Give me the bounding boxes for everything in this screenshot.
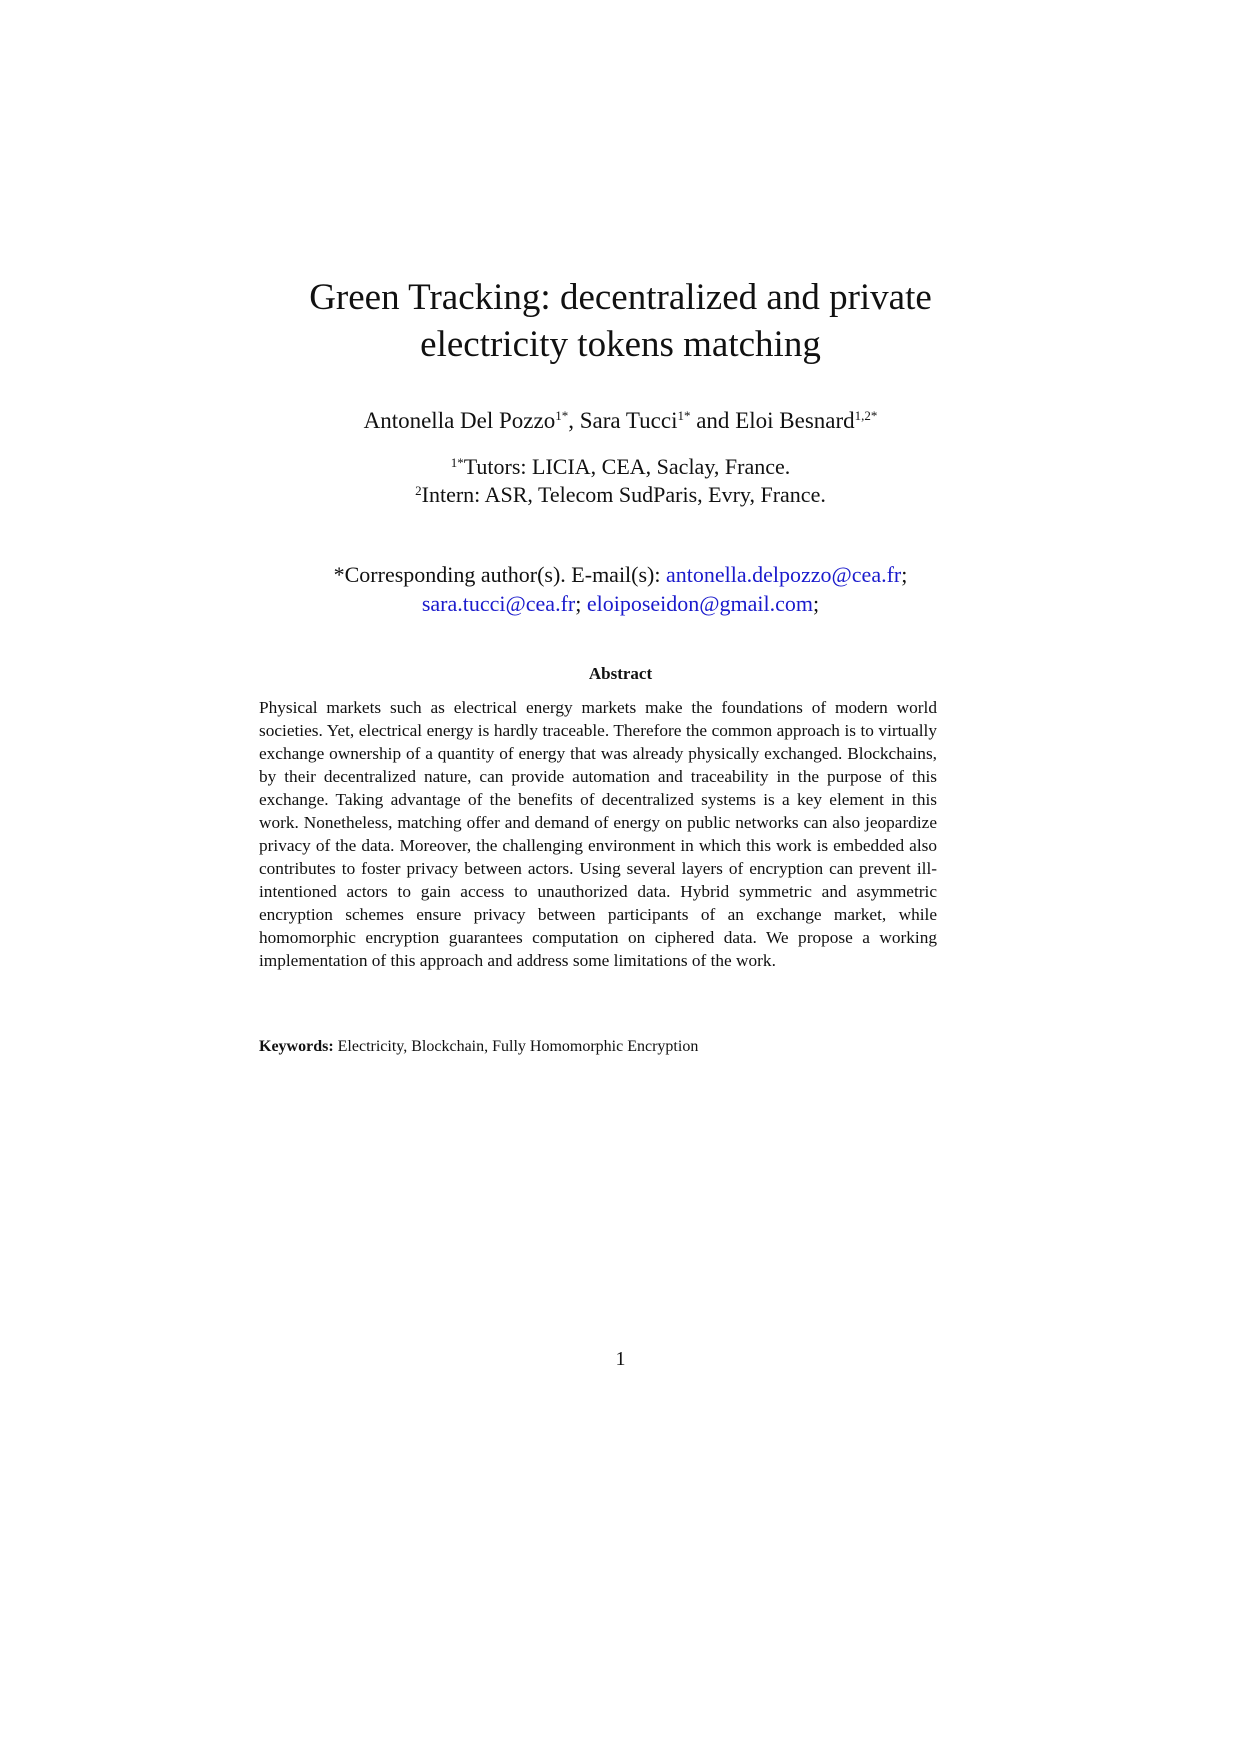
email-link-tucci[interactable]: sara.tucci@cea.fr <box>421 591 576 616</box>
author-superscript: 1* <box>677 408 691 423</box>
author-name: Eloi Besnard <box>735 408 855 433</box>
affiliation-text: Tutors: LICIA, CEA, Saclay, France. <box>463 454 791 479</box>
corresponding-prefix: *Corresponding author(s). E-mail(s): <box>333 562 666 587</box>
author-list <box>200 406 1041 436</box>
title-line-2: electricity tokens matching <box>420 324 821 365</box>
paper-title <box>200 274 1041 368</box>
keywords-list: Electricity, Blockchain, Fully Homomorphic Encryption <box>337 1038 699 1055</box>
email-link-besnard[interactable]: eloiposeidon@gmail.com <box>586 591 814 616</box>
title-line-1: Green Tracking: decentralized and private <box>309 277 932 318</box>
affiliations <box>200 453 1041 509</box>
author-separator: and <box>690 408 736 433</box>
affiliation-line <box>200 481 1041 509</box>
corresponding-line-2 <box>200 589 1041 618</box>
author-separator: , <box>568 408 580 433</box>
page-number: 1 <box>615 1348 626 1370</box>
affiliation-superscript: 2 <box>415 483 422 498</box>
author-name: Antonella Del Pozzo <box>363 408 556 433</box>
author-superscript: 1* <box>555 408 569 423</box>
affiliation-text: Intern: ASR, Telecom SudParis, Evry, France. <box>421 482 826 507</box>
author-name: Sara Tucci <box>579 408 678 433</box>
email-separator: ; <box>901 562 908 587</box>
corresponding-authors <box>200 560 1041 618</box>
abstract-text: Physical markets such as electrical energy markets make the foundations of modern world societies. Yet, electrical energy is hardly traceable. Therefore the common approach is to virtually exchange ownership of a quantity of energy that was already physically exchanged. Blockchains, by their decentralized nature, can provide automation and traceability in the purpose of this exchange. Taking advantage of the benefits of decentralized systems is a key element in this work. Nonetheless, matching offer and demand of energy on public networks can also jeopardize privacy of the data. Moreover, the challenging environment in which this work is embedded also contributes to foster privacy between actors. Using several layers of encryption can prevent ill-intentioned actors to gain access to unauthorized data. Hybrid symmetric and asymmetric encryption schemes ensure privacy between participants of an exchange market, while homomorphic encryption guarantees computation on ciphered data. We propose a working implementation of this approach and address some limitations of the work. <box>259 698 937 970</box>
email-separator: ; <box>575 591 582 616</box>
author-superscript: 1,2* <box>854 408 878 423</box>
affiliation-superscript: 1* <box>450 455 464 470</box>
keywords-label: Keywords: <box>259 1038 334 1055</box>
email-separator: ; <box>813 591 820 616</box>
affiliation-line <box>200 453 1041 481</box>
keywords <box>259 1036 937 1058</box>
abstract-heading: Abstract <box>588 664 653 683</box>
email-link-delpozzo[interactable]: antonella.delpozzo@cea.fr <box>666 562 902 587</box>
corresponding-line-1 <box>200 560 1041 589</box>
